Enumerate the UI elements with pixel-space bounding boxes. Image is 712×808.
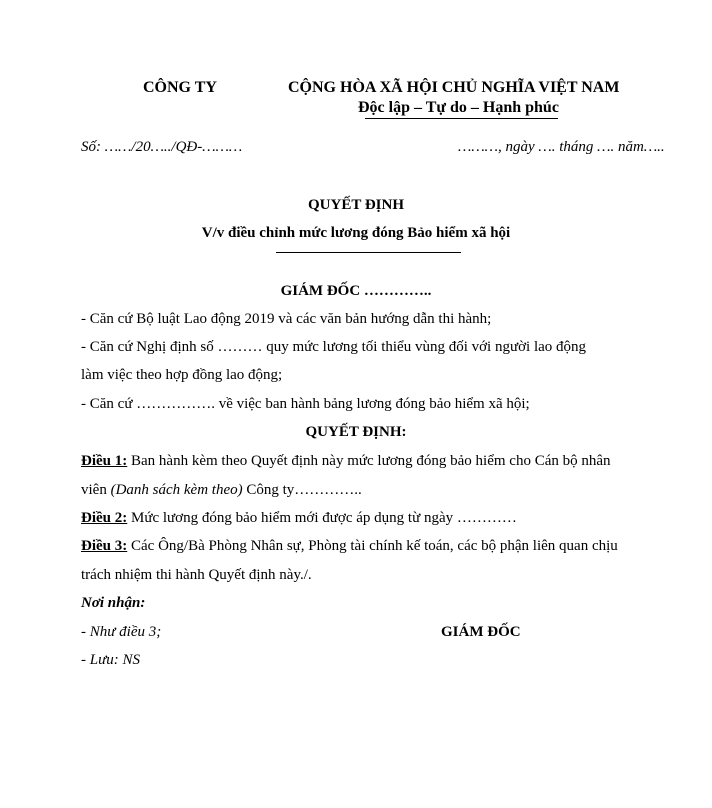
article-3 (81, 538, 618, 555)
article-3-text: Các Ông/Bà Phòng Nhân sự, Phòng tài chính kế toán, các bộ phận liên quan chịu (127, 538, 618, 554)
article-1-line2-suffix: Công ty………….. (242, 482, 362, 498)
legal-basis-3: - Căn cứ ……………. về việc ban hành bảng lương đóng bảo hiểm xã hội; (81, 396, 530, 412)
article-1-label: Điều 1: (81, 453, 128, 469)
article-3-label: Điều 3: (81, 538, 128, 554)
article-3-continued: trách nhiệm thi hành Quyết định này./. (81, 567, 312, 583)
legal-basis-2-continued: làm việc theo hợp đồng lao động; (81, 367, 283, 383)
article-2-text: Mức lương đóng bảo hiểm mới được áp dụng từ ngày ………… (127, 510, 517, 526)
article-1-continued (81, 482, 362, 499)
article-1 (81, 453, 611, 470)
signer-title: GIÁM ĐỐC (441, 624, 521, 640)
motto-underline (365, 118, 558, 119)
national-motto: Độc lập – Tự do – Hạnh phúc (358, 99, 559, 116)
company-name: CÔNG TY (143, 79, 217, 96)
recipient-item-1: - Như điều 3; (81, 624, 162, 640)
recipient-item-2: - Lưu: NS (81, 652, 141, 668)
decision-number: Số: ……/20…../QĐ-……… (81, 139, 243, 155)
legal-basis-1: - Căn cứ Bộ luật Lao động 2019 và các văn bản hướng dẫn thi hành; (81, 311, 492, 327)
subject-underline (276, 252, 461, 253)
article-1-line2-prefix: viên (81, 482, 111, 498)
decision-heading: QUYẾT ĐỊNH: (305, 424, 407, 440)
article-2-label: Điều 2: (81, 510, 128, 526)
article-1-attachment-note: (Danh sách kèm theo) (110, 482, 243, 498)
national-title: CỘNG HÒA XÃ HỘI CHỦ NGHĨA VIỆT NAM (288, 79, 620, 96)
article-2 (81, 510, 517, 527)
authority-heading: GIÁM ĐỐC ………….. (280, 283, 432, 299)
document-subject: V/v điều chỉnh mức lương đóng Bảo hiểm xã hội (201, 225, 511, 241)
document-title: QUYẾT ĐỊNH (308, 197, 404, 213)
recipients-label: Nơi nhận: (81, 595, 146, 611)
legal-basis-2: - Căn cứ Nghị định số ……… quy mức lương tối thiểu vùng đối với người lao động (81, 339, 587, 355)
article-1-text: Ban hành kèm theo Quyết định này mức lương đóng bảo hiểm cho Cán bộ nhân (127, 453, 611, 469)
decision-date: ………, ngày …. tháng …. năm….. (458, 139, 665, 155)
